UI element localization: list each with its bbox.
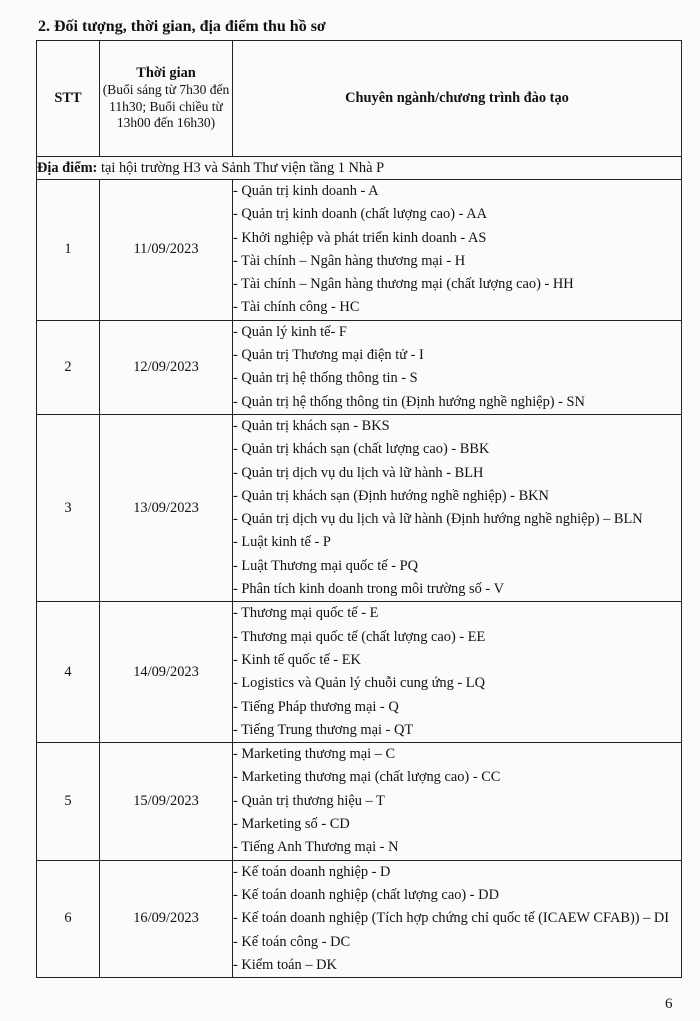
row-date: 16/09/2023 [100,860,233,977]
program-item: - Quản trị dịch vụ du lịch và lữ hành (Định hướng nghề nghiệp) – BLN [233,511,643,528]
row-stt: 4 [37,602,100,743]
location-label: Địa điểm: [37,159,98,176]
table-row [37,860,682,977]
row-programs [233,743,682,860]
header-time [100,41,233,157]
row-programs [233,860,682,977]
row-date: 11/09/2023 [100,180,233,321]
program-item: - Kinh tế quốc tế - EK [233,651,361,668]
row-stt: 6 [37,860,100,977]
program-item: - Thương mại quốc tế - E [233,605,379,622]
header-stt: STT [37,41,100,157]
row-date: 15/09/2023 [100,743,233,860]
program-item: - Marketing thương mại (chất lượng cao) - CC [233,769,501,786]
program-item: - Quản lý kinh tế- F [233,323,347,340]
program-item: - Kế toán doanh nghiệp (chất lượng cao) - DD [233,886,499,903]
program-item: - Logistics và Quản lý chuỗi cung ứng - LQ [233,675,485,692]
location-value: tại hội trường H3 và Sảnh Thư viện tầng 1 Nhà P [100,159,385,176]
program-item: - Tiếng Pháp thương mại - Q [233,698,399,715]
program-item: - Quản trị khách sạn (chất lượng cao) - BBK [233,441,490,458]
row-stt: 2 [37,320,100,414]
program-item: - Tài chính – Ngân hàng thương mại (chất lượng cao) - HH [233,276,574,293]
program-item: - Tài chính – Ngân hàng thương mại - H [233,252,466,269]
row-stt: 5 [37,743,100,860]
row-date: 12/09/2023 [100,320,233,414]
table-row [37,320,682,414]
row-date: 13/09/2023 [100,414,233,601]
program-item: - Quản trị hệ thống thông tin (Định hướng nghề nghiệp) - SN [233,393,585,410]
program-item: - Kế toán doanh nghiệp - D [233,863,391,880]
program-item: - Kiểm toán – DK [233,956,337,973]
header-time-note: (Buổi sáng từ 7h30 đến 11h30; Buổi chiều từ 13h00 đến 16h30) [102,82,230,131]
program-item: - Quản trị kinh doanh (chất lượng cao) - AA [233,206,487,223]
row-programs [233,180,682,321]
program-item: - Tiếng Trung thương mại - QT [233,721,414,738]
program-item: - Tiếng Anh Thương mại - N [233,839,399,856]
table-header-row [37,41,682,157]
program-item: - Quản trị kinh doanh - A [233,183,379,199]
program-item: - Luật kinh tế - P [233,534,331,551]
program-item: - Kế toán công - DC [233,933,351,950]
table-row [37,414,682,601]
program-item: - Luật Thương mại quốc tế - PQ [233,557,418,574]
program-item: - Thương mại quốc tế (chất lượng cao) - EE [233,628,486,645]
row-programs [233,414,682,601]
program-item: - Quản trị dịch vụ du lịch và lữ hành - BLH [233,464,484,481]
program-item: - Quản trị Thương mại điện tử - I [233,347,424,364]
location-row [37,157,682,180]
section-heading: 2. Đối tượng, thời gian, địa điểm thu hồ sơ [38,18,326,35]
program-item: - Quản trị khách sạn - BKS [233,417,390,434]
row-date: 14/09/2023 [100,602,233,743]
program-item: - Quản trị thương hiệu – T [233,792,385,809]
table-row [37,602,682,743]
program-item: - Kế toán doanh nghiệp (Tích hợp chứng chỉ quốc tế (ICAEW CFAB)) – DI [233,910,670,927]
program-item: - Marketing số - CD [233,816,350,833]
program-item: - Marketing thương mại – C [233,746,396,763]
program-item: - Phân tích kinh doanh trong môi trường số - V [233,581,504,598]
table-row [37,180,682,321]
row-stt: 1 [37,180,100,321]
header-time-title: Thời gian [136,65,196,82]
row-programs [233,602,682,743]
program-item: - Quản trị hệ thống thông tin - S [233,370,418,387]
table-row [37,743,682,860]
page-number: 6 [665,996,673,1012]
program-item: - Tài chính công - HC [233,299,360,316]
program-item: - Khởi nghiệp và phát triển kinh doanh - AS [233,229,487,246]
program-item: - Quản trị khách sạn (Định hướng nghề nghiệp) - BKN [233,487,549,504]
row-stt: 3 [37,414,100,601]
header-program: Chuyên ngành/chương trình đào tạo [233,41,682,157]
schedule-table [36,40,682,978]
row-programs [233,320,682,414]
